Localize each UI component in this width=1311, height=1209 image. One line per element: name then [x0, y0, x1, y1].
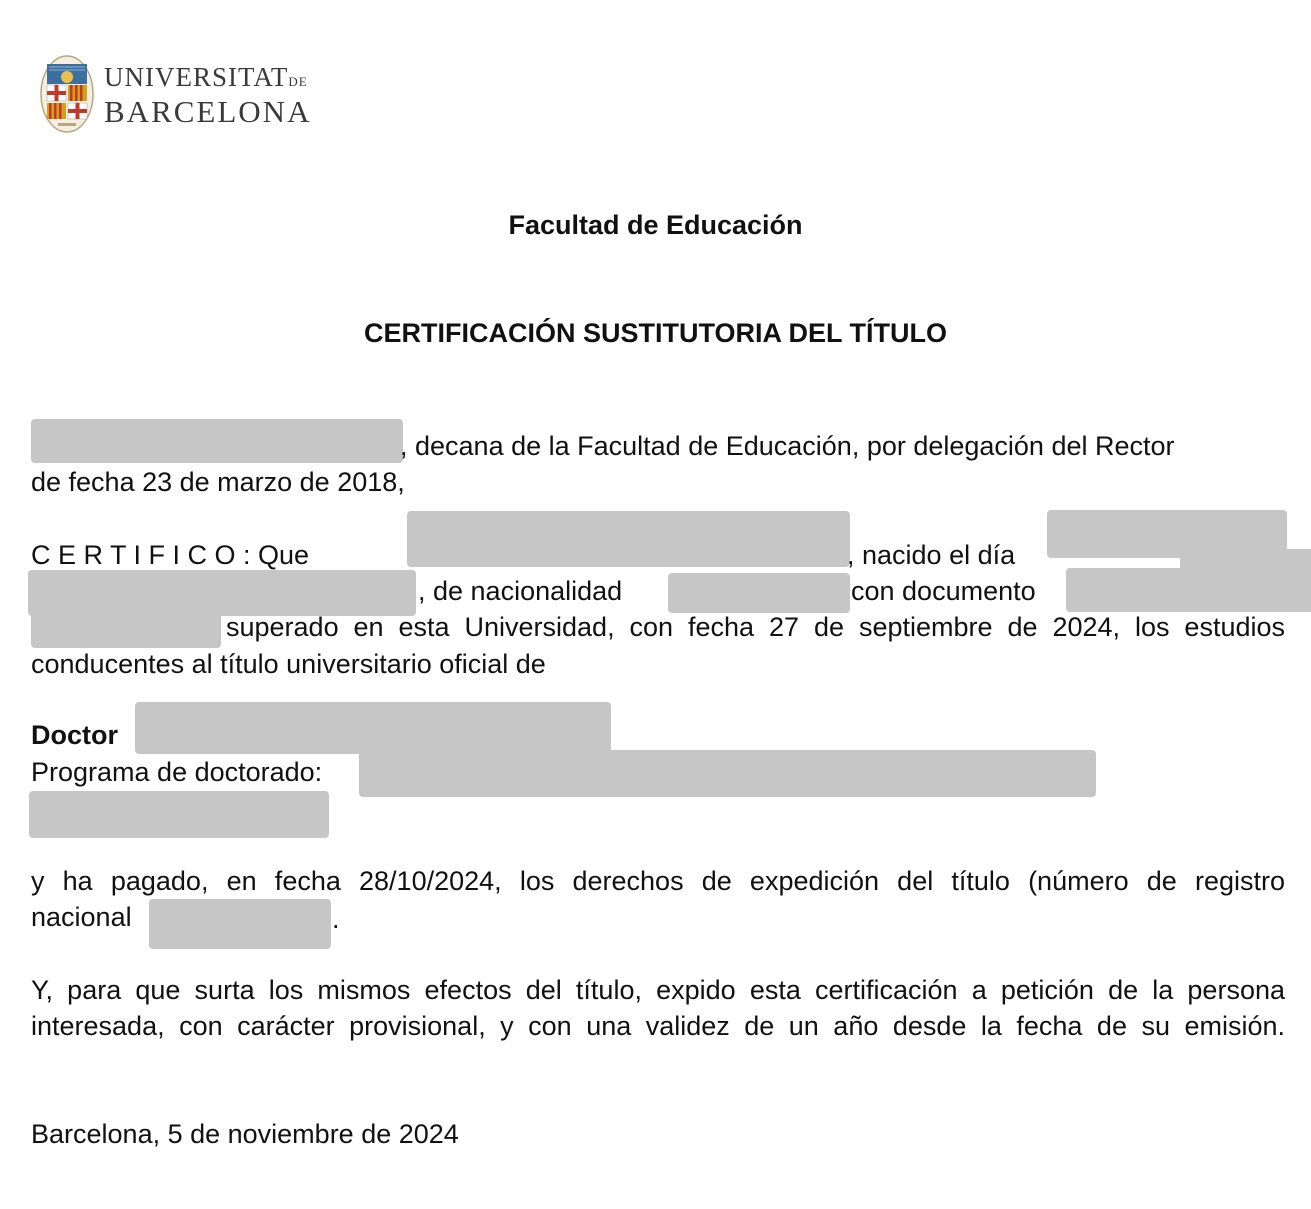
certifico-label: C E R T I F I C O : Que [31, 540, 310, 570]
faculty-heading: Facultad de Educación [508, 210, 803, 240]
programa-label: Programa de doctorado: [31, 757, 323, 787]
logo-text-de: DE [288, 73, 308, 89]
redacted-document-number-end [31, 606, 221, 648]
redacted-nationality [668, 573, 850, 613]
logo-text-barcelona: BARCELONA [104, 93, 312, 129]
superado-text: superado en esta Universidad, con fecha 27 de septiembre de 2024, los estudios [226, 612, 1285, 642]
nacionalidad-text: , de nacionalidad [418, 576, 623, 606]
nacido-text: , nacido el día [847, 540, 1016, 570]
university-logo [40, 55, 311, 133]
closing-place-date: Barcelona, 5 de noviembre de 2024 [31, 1119, 459, 1149]
redacted-program-name [359, 750, 1096, 797]
para3-period: . [332, 904, 340, 934]
redacted-document-number [1066, 568, 1311, 612]
documento-text: con documento [851, 576, 1036, 606]
para1-line1: , decana de la Facultad de Educación, por delegación del Rector [400, 431, 1175, 461]
university-seal-icon [40, 55, 94, 133]
conducentes-text: conducentes al título universitario oficial de [31, 649, 546, 679]
redacted-dean-name [31, 419, 403, 463]
para1-line2: de fecha 23 de marzo de 2018, [31, 467, 405, 497]
logo-text-universitat: UNIVERSITAT [104, 61, 289, 92]
doctor-label: Doctor [31, 720, 118, 750]
nacional-text: nacional [31, 902, 132, 932]
redacted-registry-number [149, 899, 331, 949]
para4-line1: Y, para que surta los mismos efectos del título, expido esta certificación a petición de la persona [31, 975, 1285, 1005]
redacted-doctor-title [135, 702, 611, 754]
redacted-program-name-end [29, 791, 329, 838]
redacted-student-name [407, 511, 850, 567]
para4-line2: interesada, con carácter provisional, y con una validez de un año desde la fecha de su emisión. [31, 1011, 1285, 1041]
para3-line1: y ha pagado, en fecha 28/10/2024, los derechos de expedición del título (número de registro [31, 866, 1285, 896]
document-title: CERTIFICACIÓN SUSTITUTORIA DEL TÍTULO [364, 318, 947, 348]
